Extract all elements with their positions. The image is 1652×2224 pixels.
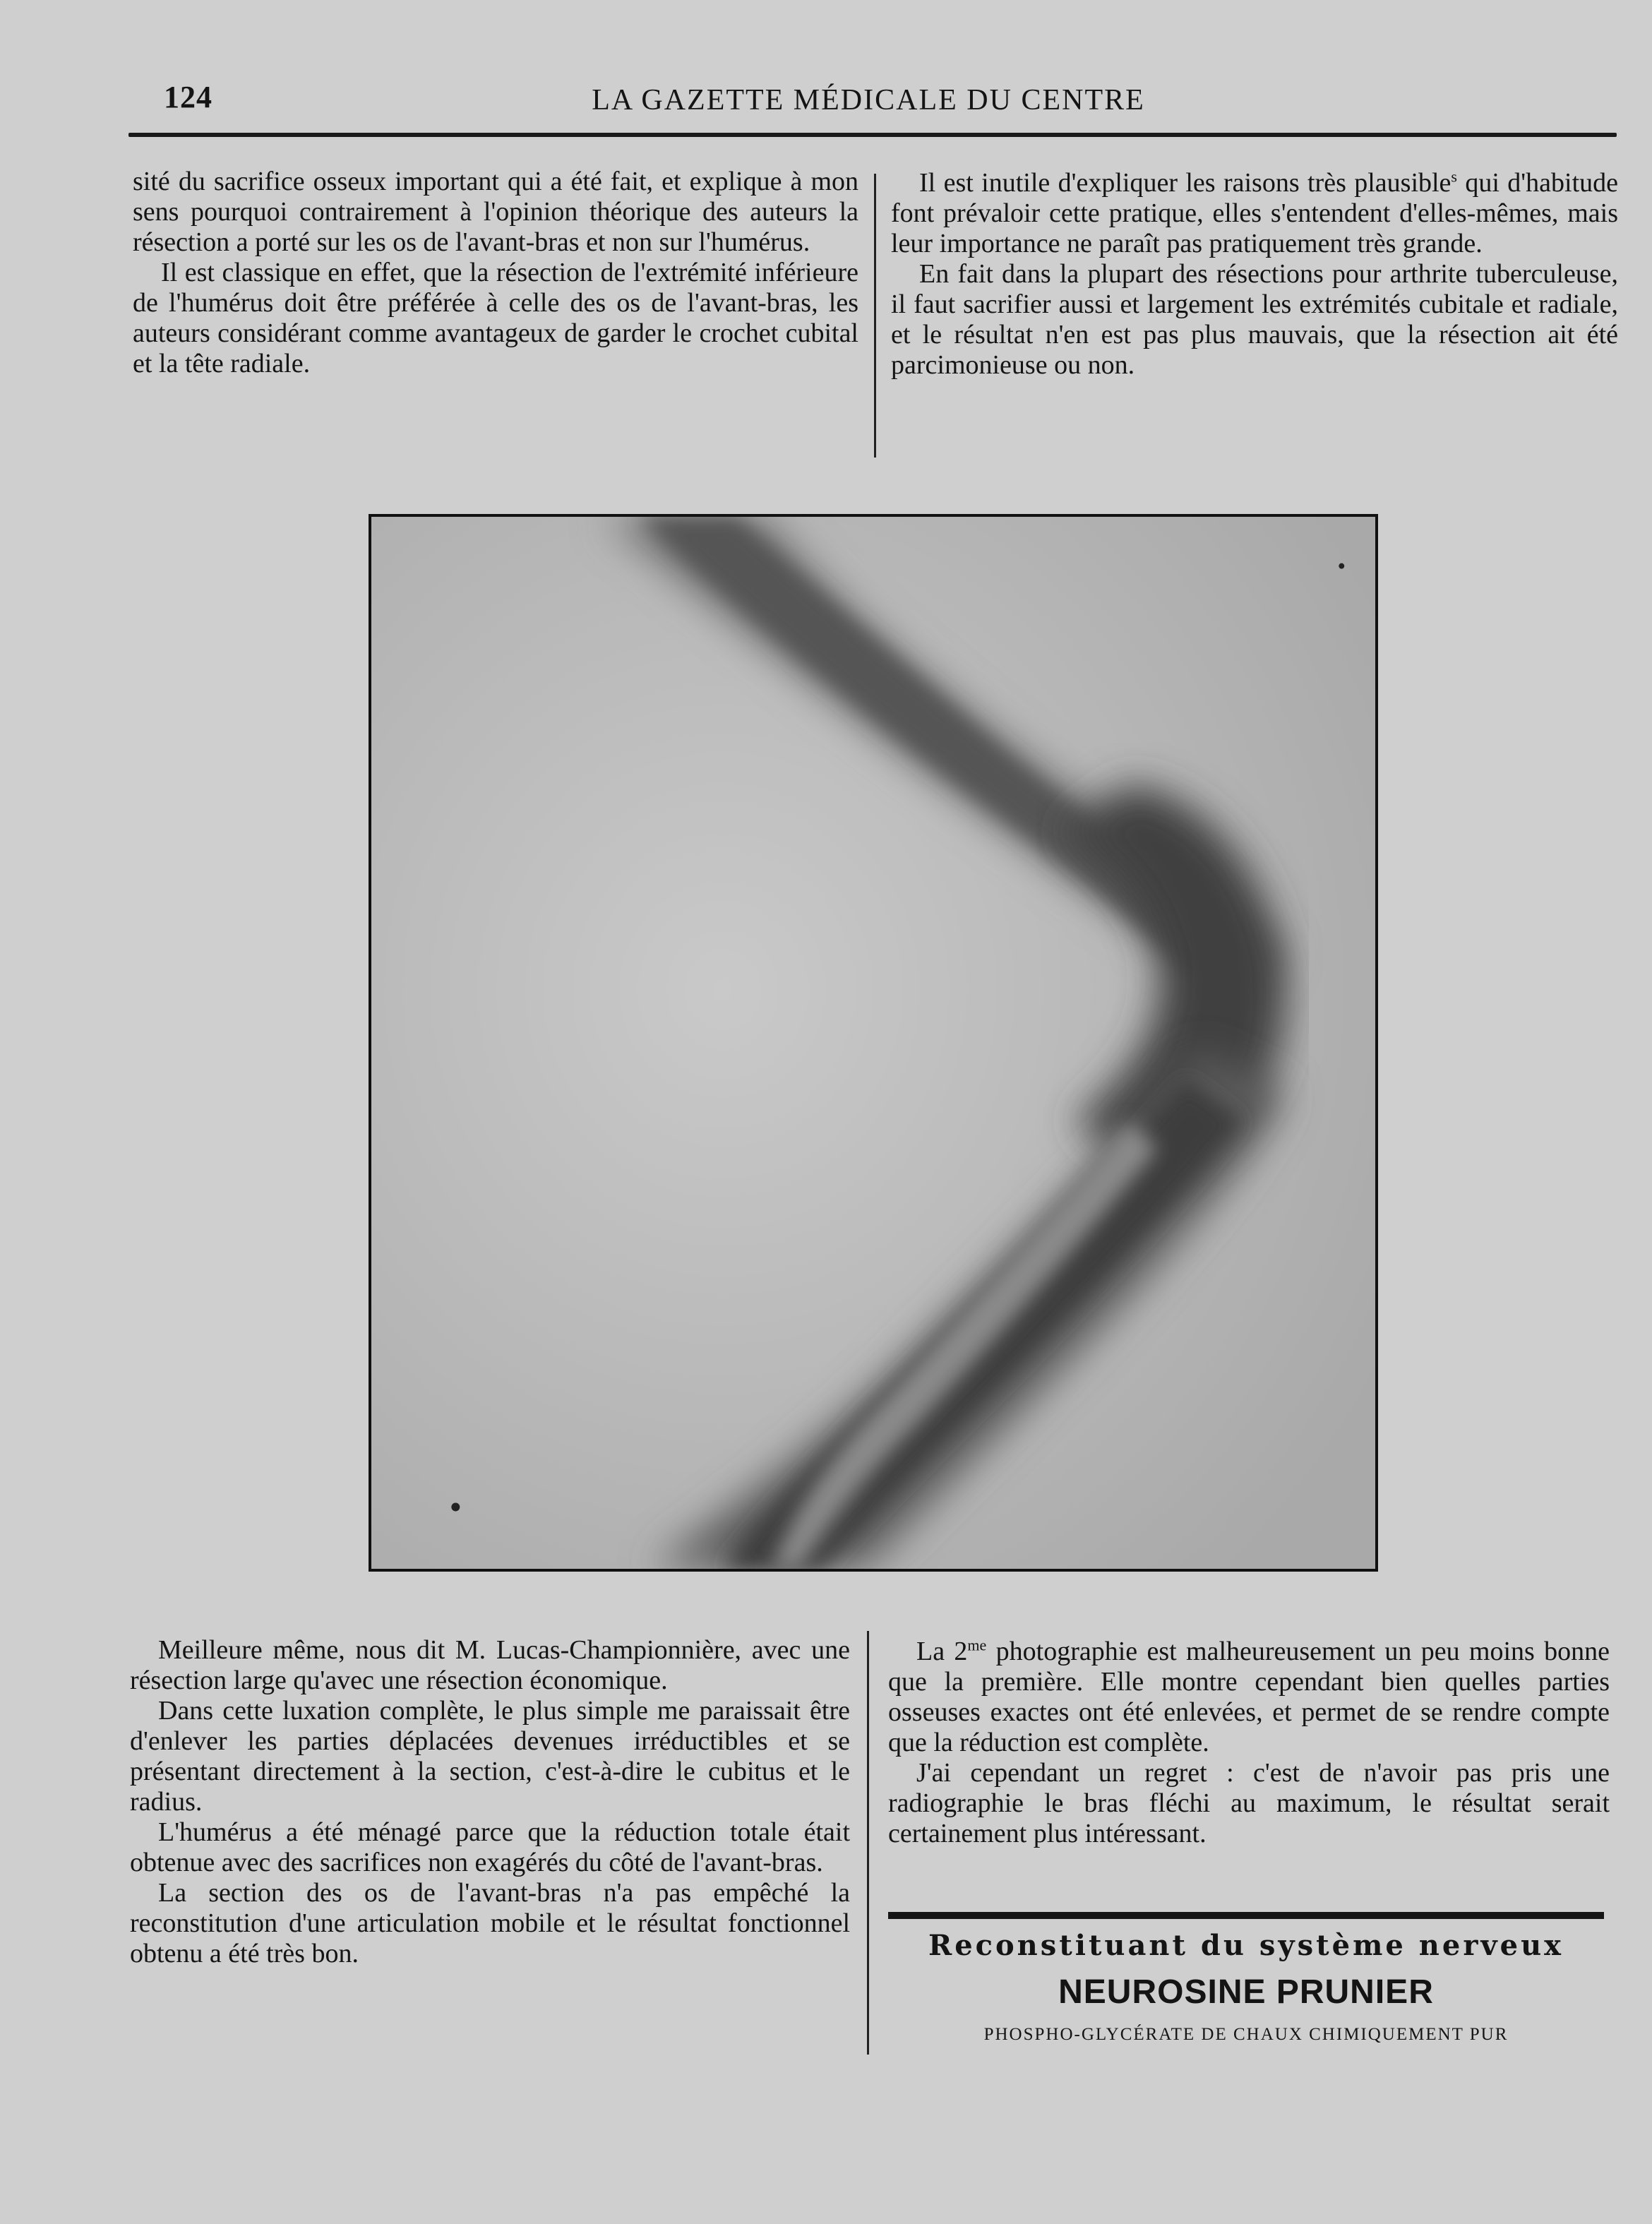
column-top-right (891, 168, 1618, 381)
paragraph: sité du sacrifice osseux important qui a été fait, et explique à mon sens pourquoi contrairement à l'opinion théorique des auteurs la résection a porté sur les os de l'avant-bras et non sur l'humérus. (133, 167, 858, 257)
paragraph-text: Il est inutile d'expliquer les raisons très plausible (919, 168, 1452, 198)
column-top-left (133, 167, 858, 379)
running-title: LA GAZETTE MÉDICALE DU CENTRE (592, 84, 1145, 116)
paragraph: Meilleure même, nous dit M. Lucas-Championnière, avec une résection large qu'avec une résection économique. (130, 1635, 850, 1695)
paragraph: Il est classique en effet, que la résection de l'extrémité inférieure de l'humérus doit être préférée à celle des os de l'avant-bras, les auteurs considérant comme avantageux de garder le crochet cubital et la tête radiale. (133, 258, 858, 378)
column-rule-bottom (867, 1631, 869, 2055)
paragraph: L'humérus a été ménagé parce que la réduction totale était obtenue avec des sacrifices non exagérés du côté de l'avant-bras. (130, 1817, 850, 1877)
paragraph-text: photographie est malheureusement un peu moins bonne que la première. Elle montre cependant bien quelles parties osseuses exactes ont été enlevées, et permet de se rendre compte que la réduction est complète. (888, 1637, 1610, 1757)
column-bottom-right (888, 1637, 1610, 1849)
paragraph: Dans cette luxation complète, le plus simple me paraissait être d'enlever les parties déplacées devenues irréductibles et se présentant directement à la section, c'est-à-dire le cubitus et le radius. (130, 1696, 850, 1817)
superscript: me (967, 1636, 987, 1654)
header-rule (128, 133, 1617, 137)
column-bottom-left (130, 1635, 850, 1969)
page-number: 124 (164, 80, 213, 114)
speck (1339, 563, 1344, 569)
advertisement-product: NEUROSINE PRUNIER (1058, 1973, 1434, 2011)
advertisement-rule-top (888, 1912, 1604, 1919)
superscript: s (1451, 167, 1457, 186)
paragraph: J'ai cependant un regret : c'est de n'avoir pas pris une radiographie le bras fléchi au maximum, le résultat serait certainement plus intéressant. (888, 1758, 1610, 1848)
advertisement-tagline: Reconstituant du système nerveux (928, 1929, 1564, 1962)
paragraph (888, 1637, 1610, 1758)
advertisement-description: PHOSPHO-GLYCÉRATE DE CHAUX CHIMIQUEMENT PUR (983, 2025, 1509, 2044)
speck (451, 1503, 460, 1512)
paragraph-text: qui d'habitude font prévaloir cette pratique, elles s'entendent d'elles-mêmes, mais leur importance ne paraît pas pratiquement très grande. (891, 168, 1618, 258)
paragraph: La section des os de l'avant-bras n'a pas empêché la reconstitution d'une articulation mobile et le résultat fonctionnel obtenu a été très bon. (130, 1878, 850, 1968)
paragraph-text: La 2 (916, 1637, 968, 1666)
paragraph (891, 168, 1618, 259)
radiograph-figure (369, 514, 1378, 1572)
elbow-radiograph (371, 517, 1375, 1569)
paragraph: En fait dans la plupart des résections pour arthrite tuberculeuse, il faut sacrifier aussi et largement les extrémités cubitale et radiale, et le résultat n'en est pas plus mauvais, que la résection ait été parcimonieuse ou non. (891, 259, 1618, 380)
column-rule-top (874, 174, 876, 458)
